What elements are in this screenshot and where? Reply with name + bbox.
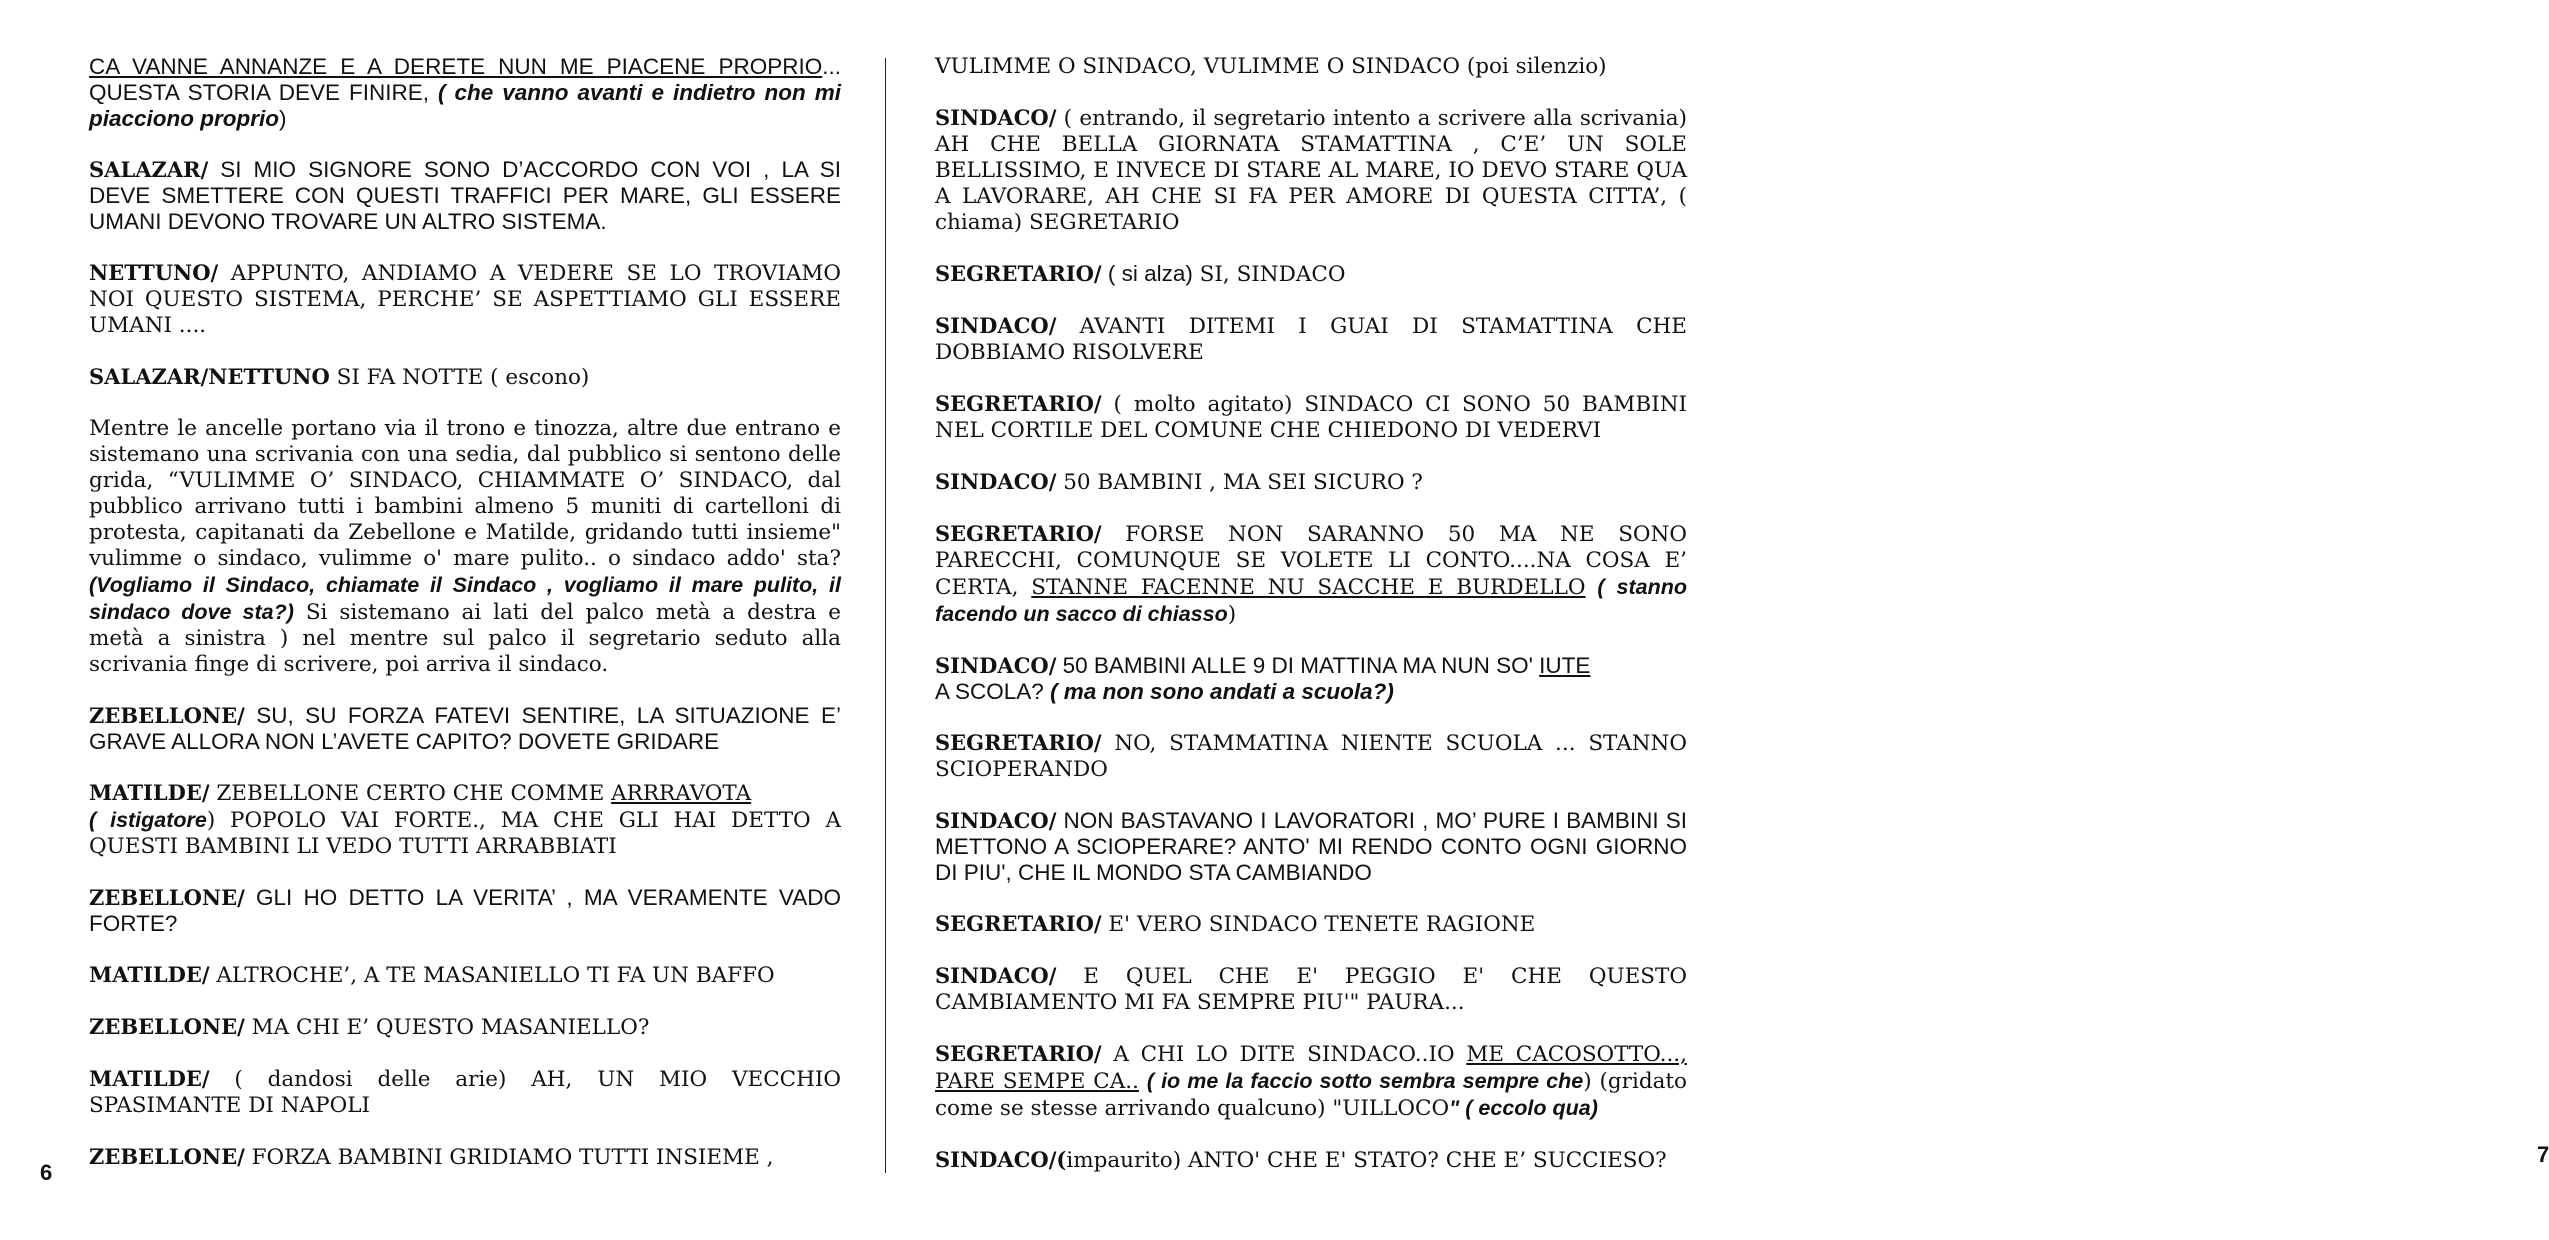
- dialogue-text: ZEBELLONE CERTO CHE COMME: [209, 781, 612, 806]
- speaker-name: ZEBELLONE/: [89, 885, 245, 910]
- dialect-phrase: CA VANNE ANNANZE E A DERETE NUN ME PIACENE PROPRIO: [89, 54, 823, 79]
- dialogue-text: GLI HO DETTO LA VERITA’ , MA VERAMENTE VADO FORTE?: [89, 885, 841, 936]
- dialogue-text: ) (gridato come se stesse arrivando qualcuno) "UILLOCO: [935, 1069, 1687, 1121]
- speaker-name: NETTUNO/: [89, 260, 219, 285]
- dialogue-text: [1139, 1069, 1147, 1094]
- dialogue-line: [89, 260, 841, 339]
- dialogue-text: ALTROCHE’, A TE MASANIELLO TI FA UN BAFFO: [209, 963, 775, 988]
- speaker-name: SALAZAR/: [89, 157, 209, 182]
- text: ): [279, 106, 287, 131]
- page-number: 6: [40, 1160, 53, 1185]
- dialogue-line: [89, 157, 841, 235]
- dialogue-line: [89, 780, 841, 860]
- dialogue-line: [935, 1147, 1687, 1174]
- dialect-phrase: ARRRAVOTA: [611, 781, 752, 806]
- speaker-name: SINDACO/: [935, 313, 1057, 338]
- dialogue-line: [935, 963, 1687, 1016]
- translation: ( stanno facendo un sacco di chiasso: [935, 575, 1687, 626]
- dialogue-text: VULIMME O SINDACO, VULIMME O SINDACO (poi silenzio): [935, 54, 1607, 79]
- dialogue-text: ( molto agitato) SINDACO CI SONO 50 BAMBINI NEL CORTILE DEL COMUNE CHE CHIEDONO DI VEDERVI: [935, 392, 1687, 443]
- dialogue-text: 50 BAMBINI , MA SEI SICURO ?: [1056, 470, 1423, 495]
- stage-note: impaurito): [1066, 1148, 1182, 1173]
- dialogue-line: [89, 1144, 841, 1171]
- dialogue-text: 50 BAMBINI ALLE 9 DI MATTINA MA NUN SO': [1056, 653, 1540, 678]
- dialogue-text: FORSE NON SARANNO 50 MA NE SONO PARECCHI, COMUNQUE SE VOLETE LI CONTO....NA COSA E’ CERTA,: [935, 522, 1687, 600]
- dialogue-line: [935, 653, 1687, 705]
- dialogue-text: NO, STAMMATINA NIENTE SCUOLA ... STANNO SCIOPERANDO: [935, 731, 1687, 782]
- dialogue-text: SI, SINDACO: [1192, 262, 1346, 287]
- translation: ( che vanno avanti e indietro non mi piacciono proprio: [89, 80, 842, 131]
- paragraph: [89, 54, 841, 132]
- speaker-name: SEGRETARIO/: [935, 911, 1102, 936]
- speaker-name: SINDACO/: [935, 808, 1057, 833]
- dialogue-text: SI MIO SIGNORE SONO D’ACCORDO CON VOI , LA SI DEVE SMETTERE CON QUESTI TRAFFICI PER MARE, GLI ESSERE UMANI DEVONO TROVARE UN ALTRO SISTEMA.: [89, 157, 841, 234]
- stage-note: ( si alza): [1101, 261, 1193, 286]
- translation: ( ma non sono andati a scuola?): [1050, 679, 1394, 704]
- speaker-name: SEGRETARIO/: [935, 391, 1102, 416]
- dialect-phrase: STANNE FACENNE NU SACCHE E BURDELLO: [1031, 575, 1586, 600]
- dialogue-text: SU, SU FORZA FATEVI SENTIRE, LA SITUAZIONE E’ GRAVE ALLORA NON L’AVETE CAPITO? DOVETE GRIDARE: [89, 703, 841, 754]
- speaker-name: SEGRETARIO/: [935, 521, 1102, 546]
- text: ... QUESTA STORIA DEVE FINIRE,: [89, 54, 841, 105]
- speaker-name: SEGRETARIO/: [935, 261, 1102, 286]
- dialogue-text: A CHI LO DITE SINDACO..IO: [1101, 1042, 1467, 1067]
- dialogue-line: [935, 391, 1687, 444]
- dialogue-text: ANTO' CHE E' STATO? CHE E’ SUCCIESO?: [1181, 1148, 1667, 1173]
- speaker-name: SINDACO/: [935, 653, 1057, 678]
- dialogue-line: [935, 730, 1687, 783]
- dialogue-text: AVANTI DITEMI I GUAI DI STAMATTINA CHE DOBBIAMO RISOLVERE: [935, 314, 1687, 365]
- translation: ( istigatore: [89, 808, 207, 832]
- translation: ( io me la faccio sotto sembra sempre che: [1146, 1069, 1584, 1093]
- right-column: [935, 54, 1687, 1199]
- dialogue-text: APPUNTO, ANDIAMO A VEDERE SE LO TROVIAMO NOI QUESTO SISTEMA, PERCHE’ SE ASPETTIAMO GLI ESSERE UMANI ....: [89, 261, 841, 338]
- dialogue-text: AH, UN MIO VECCHIO SPASIMANTE DI NAPOLI: [89, 1067, 841, 1118]
- text: Mentre le ancelle portano via il trono e tinozza, altre due entrano e sistemano una scrivania con una sedia, dal pubblico si sentono delle grida, “VULIMME O’ SINDACO, CHIAMMATE O’ SINDACO, dal pubblico arrivano tutti i bambini almeno 5 muniti di cartelloni di protesta, capitanati da Zebellone e Matilde, gridando tutti insieme" vulimme o sindaco, vulimme o' mare pulito.. o sindaco addo' sta?: [89, 416, 841, 571]
- translation: (Vogliamo il Sindaco, chiamate il Sindaco , vogliamo il mare pulito, il sindaco dove sta?): [89, 573, 841, 624]
- dialogue-text: ) POPOLO VAI FORTE., MA CHE GLI HAI DETTO A QUESTI BAMBINI LI VEDO TUTTI ARRABBIATI: [89, 808, 841, 859]
- dialogue-text: NON BASTAVANO I LAVORATORI , MO’ PURE I BAMBINI SI METTONO A SCIOPERARE? ANTO' MI RENDO CONTO OGNI GIORNO DI PIU', CHE IL MONDO STA CAMBIANDO: [935, 808, 1687, 885]
- dialogue-text: MA CHI E’ QUESTO MASANIELLO?: [244, 1015, 650, 1040]
- dialogue-line: [89, 1066, 841, 1119]
- right-page: [877, 0, 2549, 1240]
- dialogue-line: [935, 105, 1687, 236]
- stage-note: ( dandosi delle arie): [209, 1067, 507, 1092]
- speaker-name: MATILDE/: [89, 1066, 210, 1091]
- dialogue-line: [89, 364, 841, 391]
- dialogue-line: [935, 261, 1687, 288]
- text: Si sistemano ai lati del palco metà a destra e metà a sinistra ) nel mentre sul palco il segretario seduto alla scrivania finge di scrivere, poi arriva il sindaco.: [89, 600, 842, 677]
- speaker-name: SINDACO/: [935, 963, 1057, 988]
- dialogue-line: [935, 911, 1687, 938]
- dialogue-line: [89, 703, 841, 755]
- left-column: [89, 54, 841, 1196]
- left-page: [0, 0, 877, 1240]
- dialogue-text: ( entrando, il segretario intento a scrivere alla scrivania) AH CHE BELLA GIORNATA STAMATTINA , C’E’ UN SOLE BELLISSIMO, E INVECE DI STARE AL MARE, IO DEVO STARE QUA A LAVORARE, AH CHE SI FA PER AMORE DI QUESTA CITTA’, ( chiama) SEGRETARIO: [935, 106, 1687, 235]
- dialogue-line: [89, 885, 841, 937]
- stage-direction: [89, 416, 841, 678]
- dialogue-line: [89, 1014, 841, 1041]
- speaker-name: ZEBELLONE/: [89, 703, 245, 728]
- dialogue-line: [935, 54, 1687, 80]
- dialogue-line: [935, 808, 1687, 886]
- dialogue-line: [935, 313, 1687, 366]
- speaker-name: SALAZAR/NETTUNO: [89, 364, 330, 389]
- dialogue-text: ): [1227, 602, 1237, 627]
- speaker-name: SINDACO/: [935, 469, 1057, 494]
- speaker-name: ZEBELLONE/: [89, 1144, 245, 1169]
- dialogue-text: FORZA BAMBINI GRIDIAMO TUTTI INSIEME ,: [244, 1145, 774, 1170]
- page-number: 7: [2537, 1142, 2549, 1167]
- dialogue-text: E' VERO SINDACO TENETE RAGIONE: [1101, 912, 1536, 937]
- speaker-name: SINDACO/(: [935, 1147, 1067, 1172]
- speaker-name: SEGRETARIO/: [935, 730, 1102, 755]
- dialogue-text: SI FA NOTTE ( escono): [329, 365, 590, 390]
- dialect-phrase: IUTE: [1539, 653, 1591, 678]
- speaker-name: SINDACO/: [935, 105, 1057, 130]
- speaker-name: ZEBELLONE/: [89, 1014, 245, 1039]
- speaker-name: MATILDE/: [89, 962, 210, 987]
- dialogue-line: [935, 521, 1687, 628]
- dialogue-line: [935, 469, 1687, 496]
- translation: " ( eccolo qua): [1449, 1096, 1598, 1120]
- dialogue-text: A SCOLA?: [935, 679, 1051, 704]
- dialect-phrase: ME CACOSOTTO..., PARE SEMPE CA..: [935, 1042, 1687, 1094]
- dialogue-text: E QUEL CHE E' PEGGIO E' CHE QUESTO CAMBIAMENTO MI FA SEMPRE PIU'" PAURA...: [935, 964, 1687, 1015]
- dialogue-line: [935, 1041, 1687, 1122]
- speaker-name: SEGRETARIO/: [935, 1041, 1102, 1066]
- dialogue-line: [89, 962, 841, 989]
- speaker-name: MATILDE/: [89, 780, 210, 805]
